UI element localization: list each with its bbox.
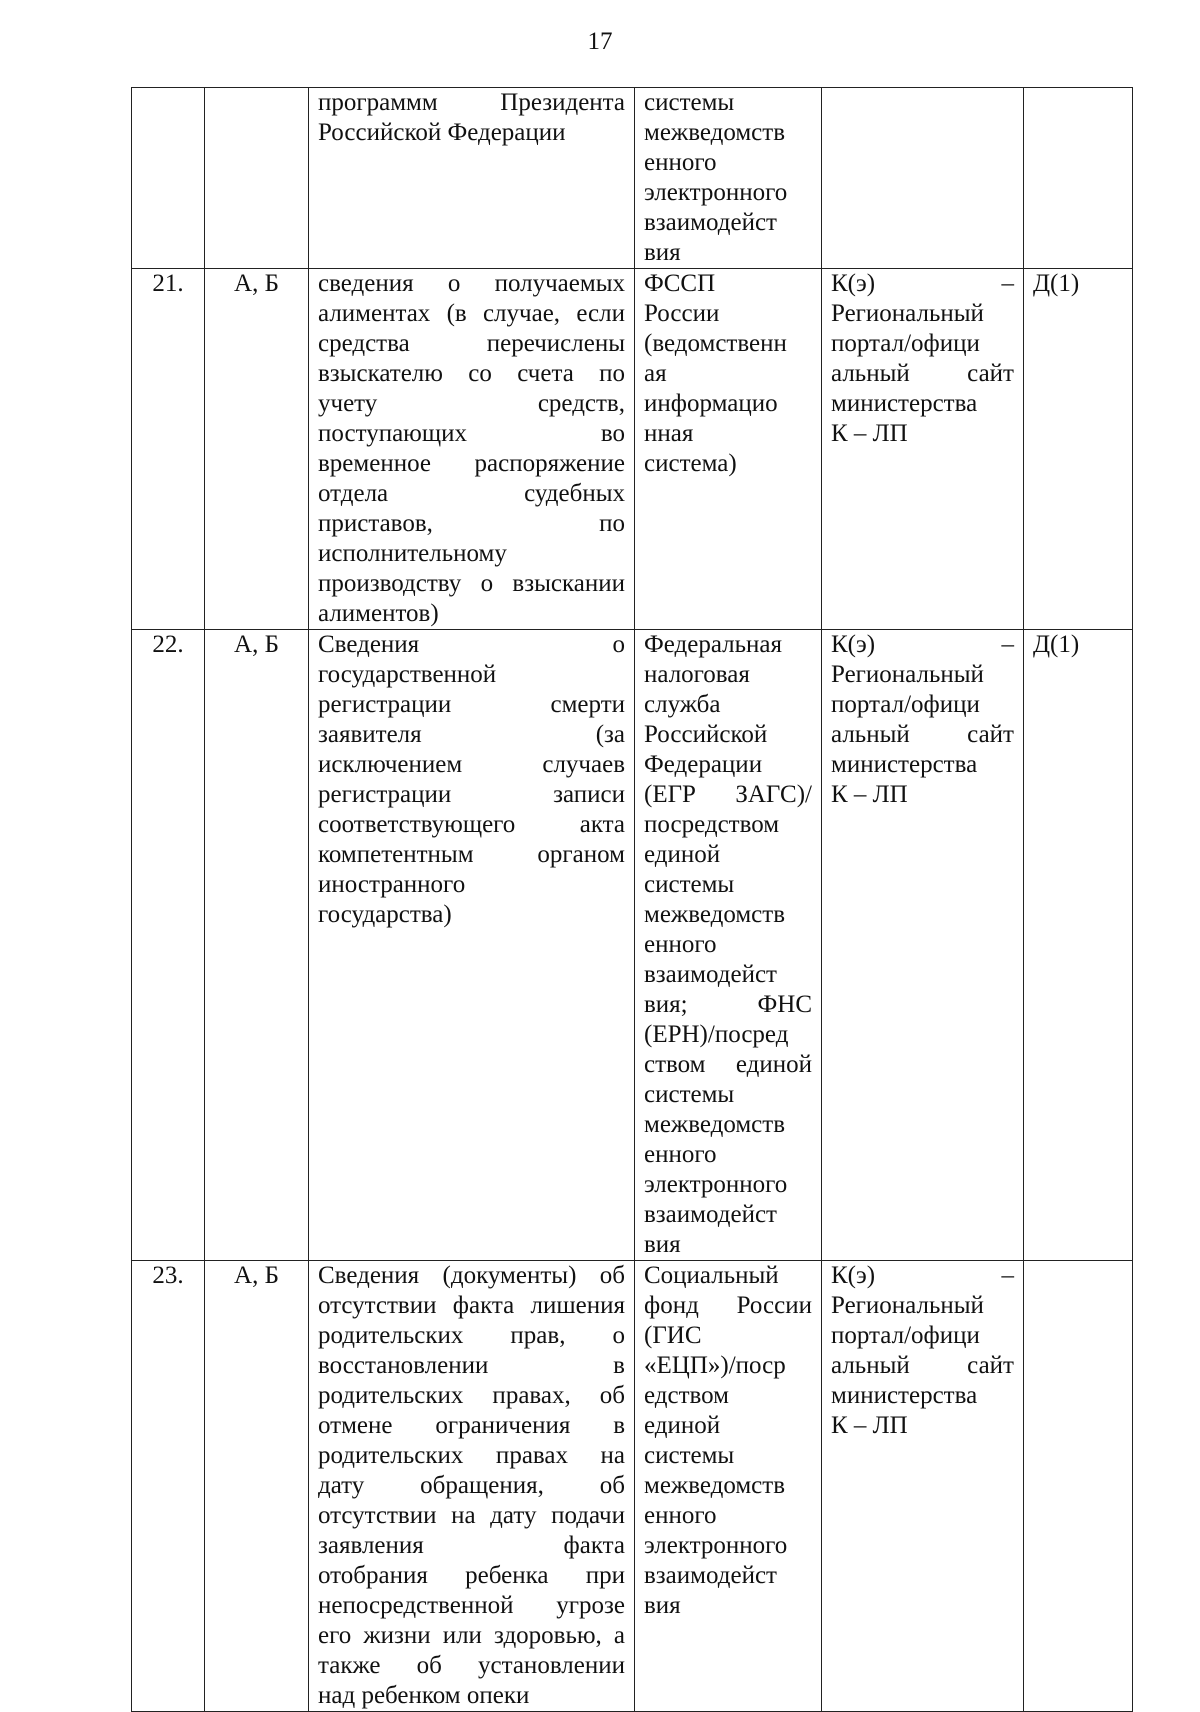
description-line: соответствующего акта (318, 811, 625, 838)
source-line: Федерации (644, 751, 763, 778)
source-line: электронного (644, 1171, 788, 1198)
source-line: Российской (644, 721, 768, 748)
description-line: родительских правах на (318, 1442, 625, 1469)
submission-method (822, 269, 1024, 630)
applicant-category: А, Б (205, 269, 309, 630)
data-source (635, 1261, 822, 1712)
method-line: портал/офици (831, 1322, 980, 1349)
document-description (309, 1261, 635, 1712)
description-line: Сведения о (318, 631, 625, 658)
source-line: взаимодейст (644, 1201, 777, 1228)
description-line: временное распоряжение (318, 450, 625, 477)
deadline-code: Д(1) (1024, 269, 1133, 630)
description-line: исключением случаев (318, 751, 625, 778)
source-line: вия (644, 1231, 681, 1258)
table-row (132, 630, 1133, 1261)
source-line: взаимодейст (644, 1562, 777, 1589)
method-line: министерства (831, 1382, 978, 1409)
submission-method (822, 88, 1024, 269)
description-line: регистрации смерти (318, 691, 625, 718)
source-line: (ЕГР ЗАГС)/ (644, 781, 812, 808)
description-line: родительских правах, об (318, 1382, 625, 1409)
description-line: также об установлении (318, 1652, 625, 1679)
method-code: К(э) – (831, 631, 1014, 658)
source-line: электронного (644, 179, 788, 206)
services-table (131, 87, 1133, 1712)
source-line: «ЕЦП»)/поср (644, 1352, 786, 1379)
source-line: фонд России (644, 1292, 812, 1319)
description-line: его жизни или здоровью, а (318, 1622, 625, 1649)
applicant-category (205, 88, 309, 269)
description-line: над ребенком опеки (318, 1682, 530, 1709)
description-line: программм Президента (318, 89, 625, 116)
description-line: средства перечислены (318, 330, 625, 357)
source-line: посредством (644, 811, 780, 838)
method-line: К – ЛП (831, 781, 908, 808)
row-number (132, 88, 205, 269)
data-source (635, 88, 822, 269)
row-number: 21. (132, 269, 205, 630)
source-line: межведомств (644, 1111, 786, 1138)
page-number: 17 (587, 28, 613, 55)
description-line: исполнительному (318, 540, 507, 567)
source-line: взаимодейст (644, 209, 777, 236)
source-line: (ведомственн (644, 330, 787, 357)
applicant-category: А, Б (205, 1261, 309, 1712)
description-line: непосредственной угрозе (318, 1592, 625, 1619)
description-line: дату обращения, об (318, 1472, 625, 1499)
method-line: министерства (831, 390, 978, 417)
submission-method (822, 1261, 1024, 1712)
row-number: 23. (132, 1261, 205, 1712)
table-row (132, 88, 1133, 269)
source-line: (ГИС (644, 1322, 702, 1349)
description-line: алиментах (в случае, если (318, 300, 625, 327)
table-row (132, 269, 1133, 630)
description-line: отсутствии факта лишения (318, 1292, 625, 1319)
method-line: Региональный (831, 300, 984, 327)
method-line: портал/офици (831, 330, 980, 357)
source-line: вия (644, 1592, 681, 1619)
source-line: взаимодейст (644, 961, 777, 988)
source-line: вия; ФНС (644, 991, 812, 1018)
source-line: ая (644, 360, 667, 387)
source-line: енного (644, 931, 717, 958)
source-line: России (644, 300, 720, 327)
source-line: налоговая (644, 661, 750, 688)
description-line: регистрации записи (318, 781, 625, 808)
document-description (309, 88, 635, 269)
source-line: межведомств (644, 1472, 786, 1499)
source-line: системы (644, 89, 735, 116)
description-line: компетентным органом (318, 841, 625, 868)
method-line: Региональный (831, 1292, 984, 1319)
method-line: портал/офици (831, 691, 980, 718)
description-line: восстановлении в (318, 1352, 625, 1379)
data-source (635, 269, 822, 630)
description-line: заявителя (за (318, 721, 625, 748)
description-line: производству о взыскании (318, 570, 625, 597)
applicant-category: А, Б (205, 630, 309, 1261)
description-line: отдела судебных (318, 480, 625, 507)
method-line: министерства (831, 751, 978, 778)
description-line: родительских прав, о (318, 1322, 625, 1349)
source-line: ством единой (644, 1051, 812, 1078)
source-line: едством (644, 1382, 729, 1409)
table-row (132, 1261, 1133, 1712)
description-line: поступающих во (318, 420, 625, 447)
description-line: взыскателю со счета по (318, 360, 625, 387)
source-line: системы (644, 1442, 735, 1469)
deadline-code (1024, 88, 1133, 269)
description-line: сведения о получаемых (318, 270, 625, 297)
method-line: альный сайт (831, 1352, 1014, 1379)
source-line: системы (644, 1081, 735, 1108)
source-line: нная (644, 420, 694, 447)
source-line: (ЕРН)/посред (644, 1021, 789, 1048)
source-line: енного (644, 149, 717, 176)
source-line: межведомств (644, 901, 786, 928)
method-line: Региональный (831, 661, 984, 688)
deadline-code: Д(1) (1024, 630, 1133, 1261)
description-line: государства) (318, 901, 452, 928)
description-line: учету средств, (318, 390, 625, 417)
source-line: ФССП (644, 270, 716, 297)
description-line: отмене ограничения в (318, 1412, 625, 1439)
document-description (309, 630, 635, 1261)
method-line: альный сайт (831, 721, 1014, 748)
description-line: Сведения (документы) об (318, 1262, 625, 1289)
data-source (635, 630, 822, 1261)
description-line: отсутствии на дату подачи (318, 1502, 625, 1529)
source-line: енного (644, 1502, 717, 1529)
source-line: единой (644, 1412, 721, 1439)
description-line: Российской Федерации (318, 119, 566, 146)
description-line: приставов, по (318, 510, 625, 537)
source-line: Социальный (644, 1262, 779, 1289)
description-line: иностранного (318, 871, 466, 898)
method-code: К(э) – (831, 270, 1014, 297)
row-number: 22. (132, 630, 205, 1261)
document-description (309, 269, 635, 630)
method-code: К(э) – (831, 1262, 1014, 1289)
source-line: енного (644, 1141, 717, 1168)
description-line: заявления факта (318, 1532, 625, 1559)
source-line: межведомств (644, 119, 786, 146)
source-line: служба (644, 691, 721, 718)
source-line: вия (644, 239, 681, 266)
source-line: единой (644, 841, 721, 868)
method-line: К – ЛП (831, 1412, 908, 1439)
source-line: системы (644, 871, 735, 898)
method-line: альный сайт (831, 360, 1014, 387)
description-line: алиментов) (318, 600, 439, 627)
source-line: система) (644, 450, 737, 477)
submission-method (822, 630, 1024, 1261)
deadline-code (1024, 1261, 1133, 1712)
method-line: К – ЛП (831, 420, 908, 447)
source-line: Федеральная (644, 631, 783, 658)
description-line: государственной (318, 661, 497, 688)
description-line: отобрания ребенка при (318, 1562, 625, 1589)
source-line: электронного (644, 1532, 788, 1559)
source-line: информацио (644, 390, 778, 417)
